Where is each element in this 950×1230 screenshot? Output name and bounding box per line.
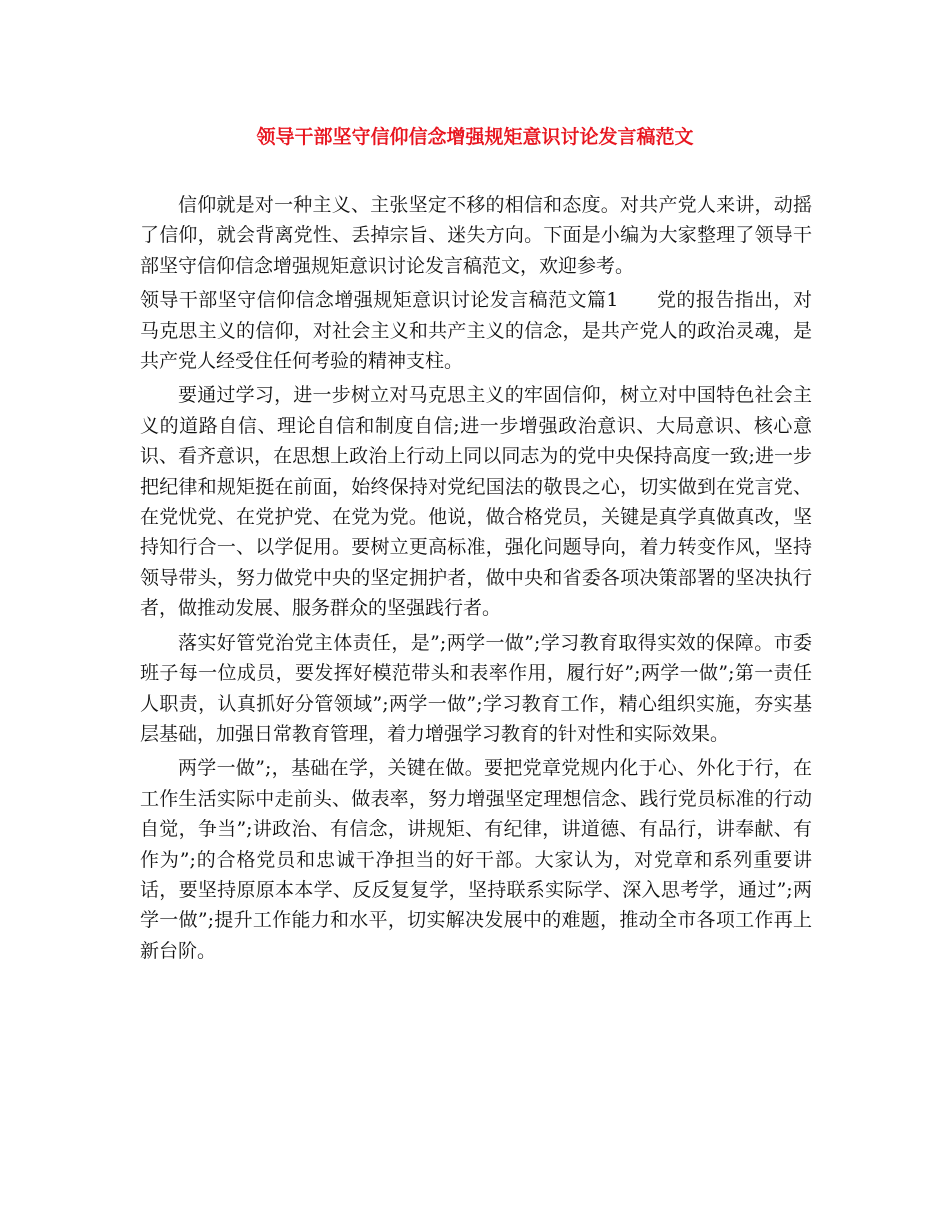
body-paragraph-1: 要通过学习，进一步树立对马克思主义的牢固信仰，树立对中国特色社会主义的道路自信、理论自信和制度自信;进一步增强政治意识、大局意识、核心意识、看齐意识，在思想上政治上行动上同以同志为的党中央保持高度一致;进一步把纪律和规矩挺在前面，始终保持对党纪国法的敬畏之心，切实做到在党言党、在党忧党、在党护党、在党为党。他说，做合格党员，关键是真学真做真改，坚持知行合一、以学促用。要树立更高标准，强化问题导向，着力转变作风，坚持领导带头，努力做党中央的坚定拥护者，做中央和省委各项决策部署的坚决执行者，做推动发展、服务群众的坚强践行者。 <box>140 384 812 620</box>
document-title: 领导干部坚守信仰信念增强规矩意识讨论发言稿范文 <box>256 126 694 148</box>
intro-paragraph: 信仰就是对一种主义、主张坚定不移的相信和态度。对共产党人来讲，动摇了信仰，就会背离党性、丢掉宗旨、迷失方向。下面是小编为大家整理了领导干部坚守信仰信念增强规矩意识讨论发言稿范文，欢迎参考。 <box>140 194 812 277</box>
section-text: 党的报告指出，对马克思主义的信仰，对社会主义和共产主义的信念，是共产党人的政治灵魂，是共产党人经受住任何考验的精神支柱。 <box>140 289 812 373</box>
document-body <box>140 190 812 970</box>
section-paragraph <box>140 285 812 376</box>
body-paragraph-2: 落实好管党治党主体责任，是”;两学一做”;学习教育取得实效的保障。市委班子每一位成员，要发挥好模范带头和表率作用，履行好”;两学一做”;第一责任人职责，认真抓好分管领域”;两学一做”;学习教育工作，精心组织实施，夯实基层基础，加强日常教育管理，着力增强学习教育的针对性和实际效果。 <box>140 631 812 745</box>
body-paragraph-3: 两学一做”;，基础在学，关键在做。要把党章党规内化于心、外化于行，在工作生活实际中走前头、做表率，努力增强坚定理想信念、践行党员标准的行动自觉，争当”;讲政治、有信念，讲规矩、有纪律，讲道德、有品行，讲奉献、有作为”;的合格党员和忠诚干净担当的好干部。大家认为，对党章和系列重要讲话，要坚持原原本本学、反反复复学，坚持联系实际学、深入思考学，通过”;两学一做”;提升工作能力和水平，切实解决发展中的难题，推动全市各项工作再上新台阶。 <box>140 757 812 962</box>
section-heading: 领导干部坚守信仰信念增强规矩意识讨论发言稿范文篇1 <box>140 289 619 312</box>
